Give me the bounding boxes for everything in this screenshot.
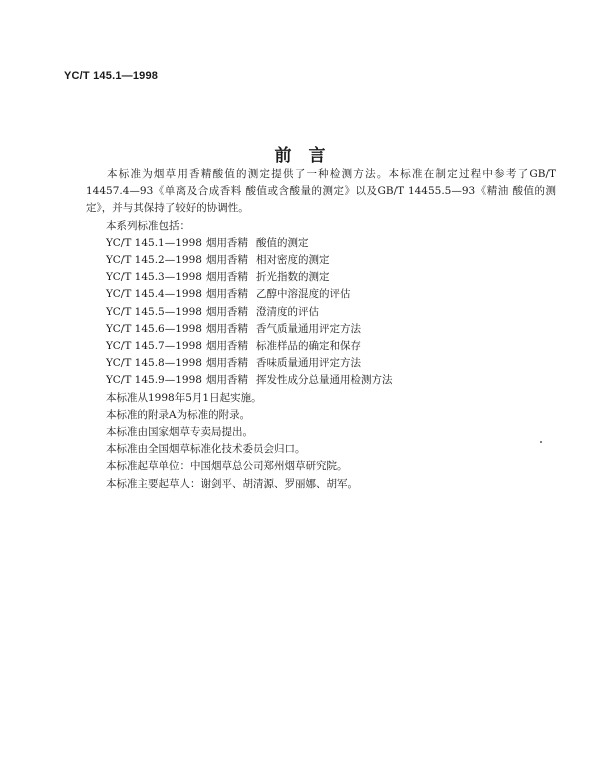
series-code: YC/T 145.6—1998 — [106, 322, 202, 335]
series-name: 酸值的测定 — [256, 236, 309, 249]
series-code: YC/T 145.7—1998 — [106, 340, 202, 353]
series-prefix: 烟用香精 — [206, 305, 248, 318]
series-name: 香气质量通用评定方法 — [256, 322, 361, 335]
series-code: YC/T 145.9—1998 — [106, 374, 202, 387]
series-code: YC/T 145.5—1998 — [106, 305, 202, 318]
series-prefix: 烟用香精 — [206, 254, 248, 267]
drafting-unit-paragraph: 本标准起草单位：中国烟草总公司郑州烟草研究院。 — [106, 460, 348, 473]
series-name: 相对密度的测定 — [256, 254, 330, 267]
document-body — [86, 166, 556, 493]
drafters-paragraph: 本标准主要起草人：谢剑平、胡清源、罗丽娜、胡军。 — [106, 477, 358, 490]
standard-series-list — [86, 235, 556, 390]
series-code: YC/T 145.1—1998 — [106, 236, 202, 249]
intro-paragraph: 本标准为烟草用香精酸值的测定提供了一种检测方法。本标准在制定过程中参考了GB/T 14457.4—93《单离及合成香料 酸值或含酸量的测定》以及GB/T 14455.5—93《精油 酸值的测定》，并与其保持了较好的协调性。 — [86, 168, 556, 215]
series-item — [106, 235, 556, 252]
series-item — [106, 269, 556, 286]
series-code: YC/T 145.3—1998 — [106, 271, 202, 284]
series-intro: 本系列标准包括： — [106, 219, 190, 232]
page-title: 前 言 — [274, 146, 326, 167]
series-item — [106, 252, 556, 269]
series-item — [106, 321, 556, 338]
standard-code-header: YC/T 145.1—1998 — [64, 70, 159, 82]
series-item — [106, 355, 556, 372]
series-code: YC/T 145.8—1998 — [106, 357, 202, 370]
series-prefix: 烟用香精 — [206, 236, 248, 249]
series-code: YC/T 145.4—1998 — [106, 288, 202, 301]
series-item — [106, 338, 556, 355]
effective-date-paragraph: 本标准从1998年5月1日起实施。 — [106, 391, 262, 404]
series-item — [106, 372, 556, 389]
appendix-paragraph: 本标准的附录A为标准的附录。 — [106, 408, 251, 421]
series-name: 香味质量通用评定方法 — [256, 357, 361, 370]
scan-speck — [540, 441, 542, 443]
series-code: YC/T 145.2—1998 — [106, 254, 202, 267]
proposer-paragraph: 本标准由国家烟草专卖局提出。 — [106, 426, 253, 439]
series-prefix: 烟用香精 — [206, 357, 248, 370]
series-name: 折光指数的测定 — [256, 271, 330, 284]
series-name: 标准样品的确定和保存 — [256, 340, 361, 353]
committee-paragraph: 本标准由全国烟草标准化技术委员会归口。 — [106, 443, 306, 456]
series-prefix: 烟用香精 — [206, 340, 248, 353]
series-prefix: 烟用香精 — [206, 288, 248, 301]
series-name: 澄清度的评估 — [256, 305, 319, 318]
series-item — [106, 286, 556, 303]
series-name: 乙醇中溶混度的评估 — [256, 288, 351, 301]
series-prefix: 烟用香精 — [206, 271, 248, 284]
series-item — [106, 304, 556, 321]
series-prefix: 烟用香精 — [206, 374, 248, 387]
series-name: 挥发性成分总量通用检测方法 — [256, 374, 393, 387]
series-prefix: 烟用香精 — [206, 322, 248, 335]
